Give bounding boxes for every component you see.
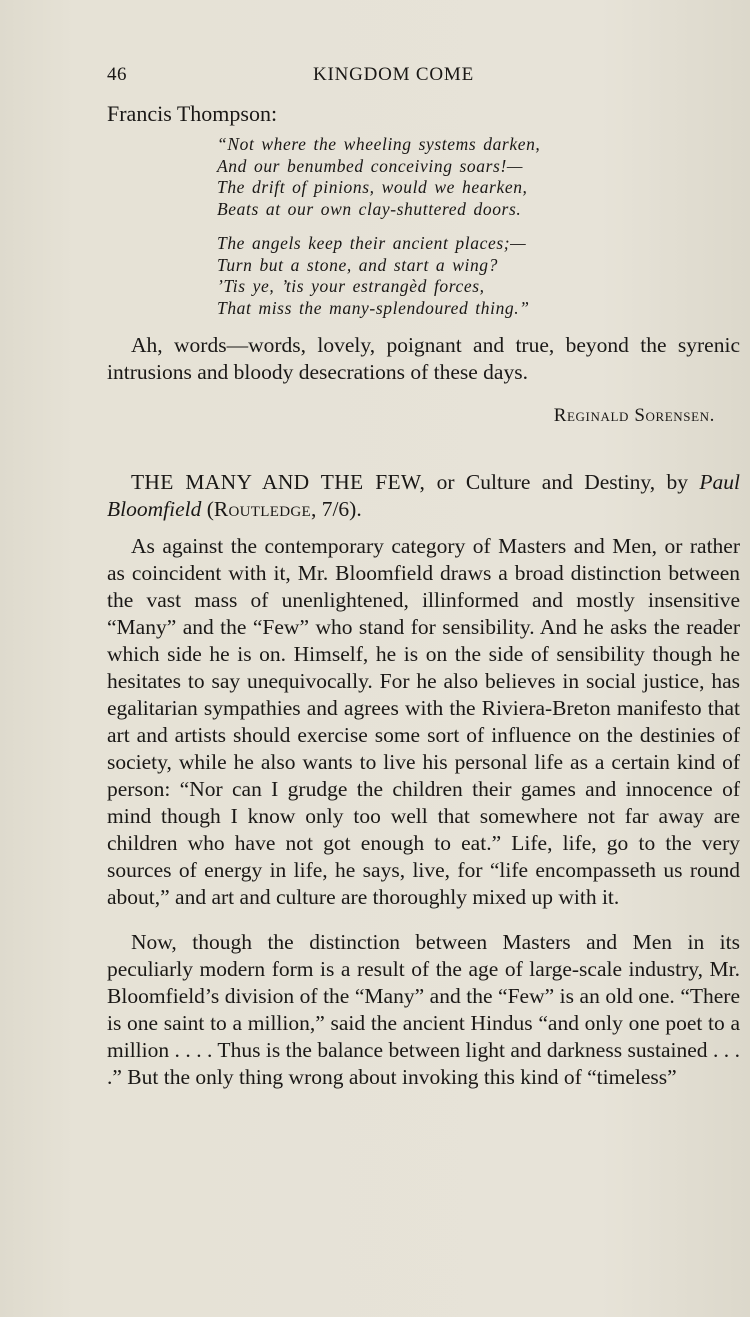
review-paragraph: As against the contemporary category of Masters and Men, or rather as coincident with it, Mr. Bloomfield draws a broad distinction between the vast mass of unenlightened, illinformed and mostly insensitive “Many” and the “Few” who stand for sensibility. And he asks the reader which side he is on. Himself, he is on the side of sensibility though he hesitates to say unequivocally. For he also believes in social justice, has egalitarian sympathies and agrees with the Riviera-Breton manifesto that art and artists should exercise some sort of influence on the destinies of society, while he also wants to live his personal life as a certain kind of person: “Nor can I grudge the children their games and innocence of mind though I know only too well that somewhere not far away are children who have not got enough to eat.” Life, life, go to the very sources of energy in life, he says, live, for “life encompasseth us round about,” and art and culture are thoroughly mixed up with it.	[107, 534, 740, 909]
poem-line: The drift of pinions, would we hearken,	[217, 177, 528, 197]
running-head	[107, 64, 740, 88]
review-author: Paul Bloomfield	[107, 470, 741, 521]
poem-line: Beats at our own clay-shuttered doors.	[217, 198, 522, 219]
review-price: , 7/6).	[310, 497, 362, 521]
poem-line: “Not where the wheeling systems darken,	[217, 134, 541, 154]
poem-line: And our benumbed conceiving soars!—	[217, 155, 524, 176]
poem-line: ’Tis ye, ’tis your estrangèd forces,	[217, 276, 485, 296]
poem-line: That miss the many-splendoured thing.”	[217, 297, 530, 318]
review-publisher: Routledge	[213, 497, 311, 521]
review-paragraph: Now, though the distinction between Masters and Men in its peculiarly modern form is a result of the age of large-scale industry, Mr. Bloomfield’s division of the “Many” and the “Few” is an old one. “There is one saint to a million,” said the ancient Hindus “and only one poet to a million . . . . Thus is the balance between light and darkness sustained . . . .” But the only thing wrong about invoking this kind of “timeless”	[107, 930, 740, 1089]
review-title: THE MANY AND THE FEW,	[131, 470, 426, 494]
author-signature: Reginald Sorensen.	[553, 405, 715, 426]
intro-attribution: Francis Thompson:	[107, 101, 278, 126]
poem-line: The angels keep their ancient places;—	[217, 233, 527, 253]
closing-paragraph-text: Ah, words—words, lovely, poignant and true, beyond the syrenic intrusions and bloody desecrations of these days.	[107, 333, 740, 384]
closing-paragraph	[107, 332, 740, 386]
review-body	[107, 533, 740, 1091]
book-title: KINGDOM COME	[312, 64, 475, 85]
review-subtitle: or Culture and Destiny, by	[436, 470, 688, 494]
poem-stanza-2	[217, 233, 637, 319]
page-number: 46	[107, 64, 127, 85]
review-heading	[107, 469, 740, 523]
publisher-open: (	[206, 497, 214, 521]
poem-line: Turn but a stone, and start a wing?	[217, 254, 499, 275]
poem-stanza-1	[217, 134, 637, 220]
